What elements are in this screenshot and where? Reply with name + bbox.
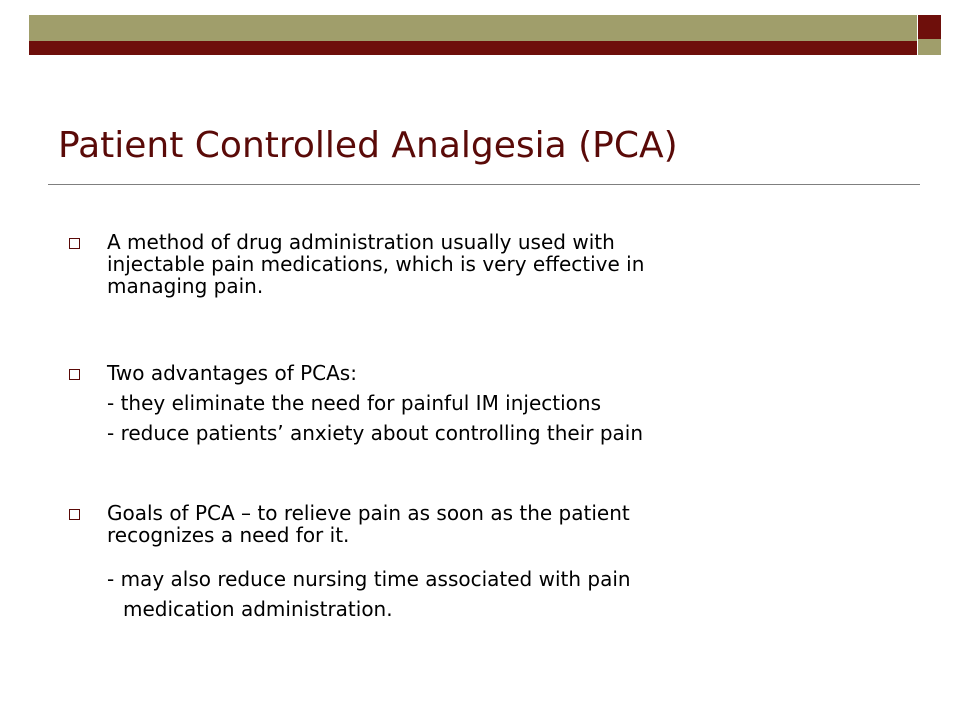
hollow-square-bullet-icon [69, 238, 80, 249]
sub-line: medication administration. [123, 597, 393, 621]
bullet-line: A method of drug administration usually used with [107, 230, 615, 254]
bullet-line: Goals of PCA – to relieve pain as soon as the patient [107, 501, 630, 525]
header-corner-olive [918, 39, 941, 55]
title-divider [48, 184, 920, 185]
bullet-line: injectable pain medications, which is very effective in [107, 252, 645, 276]
sub-line: - reduce patients’ anxiety about controlling their pain [107, 421, 644, 445]
bullet-text-advantages [107, 358, 643, 448]
bullet-line: Two advantages of PCAs: [107, 361, 357, 385]
hollow-square-bullet-icon [69, 509, 80, 520]
bullet-text-goals [107, 502, 630, 546]
hollow-square-bullet-icon [69, 369, 80, 380]
header-corner-maroon [918, 15, 941, 39]
header-banner-olive [29, 15, 917, 41]
header-banner-maroon [29, 41, 917, 55]
bullet-line: recognizes a need for it. [107, 523, 350, 547]
bullet-text-method [107, 231, 644, 297]
slide-title: Patient Controlled Analgesia (PCA) [58, 125, 678, 166]
bullet-line: managing pain. [107, 274, 264, 298]
sub-line: - they eliminate the need for painful IM injections [107, 391, 602, 415]
sub-line: - may also reduce nursing time associated with pain [107, 567, 631, 591]
bullet-sub-goals [107, 564, 631, 624]
